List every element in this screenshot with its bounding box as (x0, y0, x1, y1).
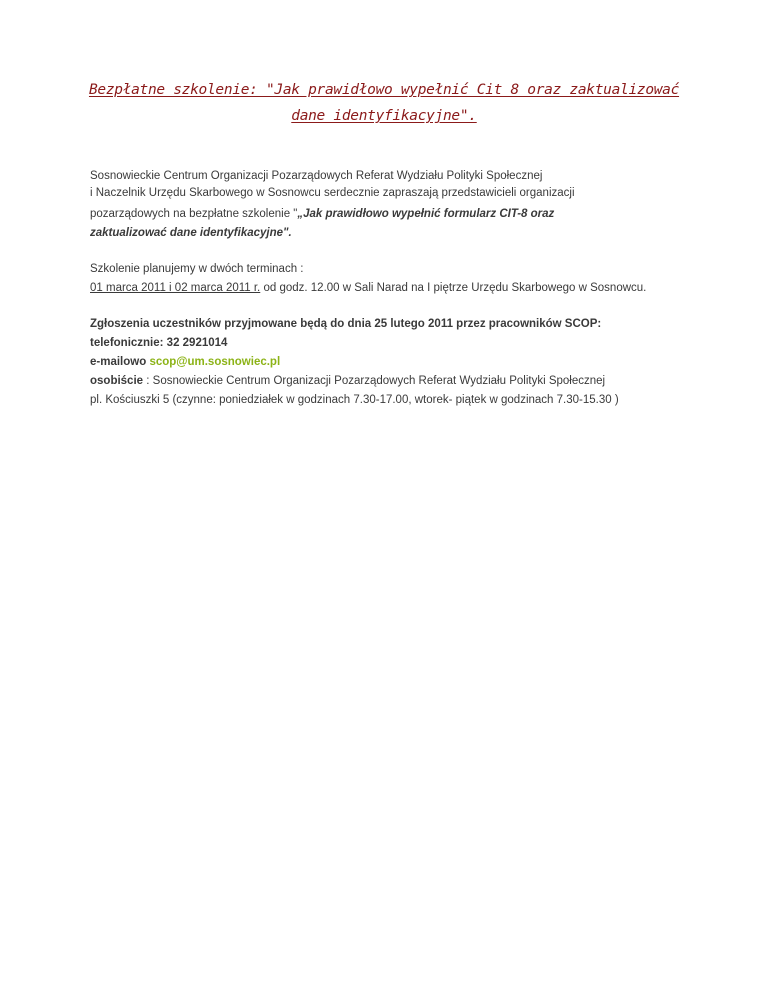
schedule-details (90, 281, 646, 295)
document-title-line-2: dane identyfikacyjne". (291, 108, 477, 124)
registration-phone: telefonicznie: 32 2921014 (90, 337, 228, 349)
intro-line-3-plain: pozarządowych na bezpłatne szkolenie " (90, 208, 298, 220)
intro-line-1: Sosnowieckie Centrum Organizacji Pozarządowych Referat Wydziału Polityki Społecznej (90, 170, 543, 182)
registration-email-row (90, 355, 280, 369)
registration-personal-row (90, 374, 605, 388)
training-dates: 01 marca 2011 i 02 marca 2011 r. (90, 282, 261, 294)
training-name-part-1: „Jak prawidłowo wypełnić formularz CIT-8 oraz (297, 208, 555, 220)
email-label: e-mailowo (90, 356, 150, 368)
intro-line-2: i Naczelnik Urzędu Skarbowego w Sosnowcu serdecznie zapraszają przedstawicieli organizacji (90, 187, 575, 199)
registration-deadline: Zgłoszenia uczestników przyjmowane będą do dnia 25 lutego 2011 przez pracowników SCOP: (90, 318, 602, 330)
training-name-part-2: zaktualizować dane identyfikacyjne". (90, 227, 292, 239)
training-location: od godz. 12.00 w Sali Narad na I piętrze Urzędu Skarbowego w Sosnowcu. (260, 282, 647, 294)
personal-label: osobiście (90, 375, 144, 387)
personal-text: : Sosnowieckie Centrum Organizacji Pozarządowych Referat Wydziału Polityki Społecznej (143, 375, 606, 387)
intro-line-3 (90, 207, 554, 221)
document-title-line-1: Bezpłatne szkolenie: "Jak prawidłowo wypełnić Cit 8 oraz zaktualizować (88, 82, 680, 98)
schedule-intro: Szkolenie planujemy w dwóch terminach : (90, 263, 304, 275)
email-link[interactable]: scop@um.sosnowiec.pl (149, 356, 281, 368)
office-address: pl. Kościuszki 5 (czynne: poniedziałek w godzinach 7.30-17.00, wtorek- piątek w godzinach 7.30-15.30 ) (90, 394, 619, 406)
